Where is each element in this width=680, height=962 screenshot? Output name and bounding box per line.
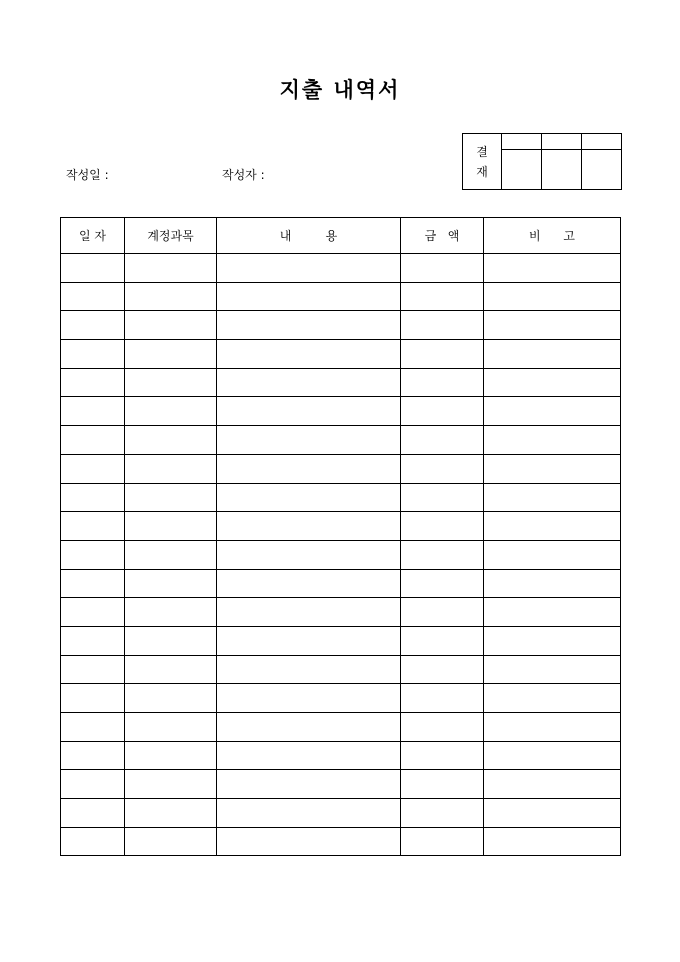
cell-remarks[interactable] [484, 254, 621, 283]
header-description: 내 용 [217, 218, 401, 254]
cell-account[interactable] [125, 569, 217, 598]
cell-amount[interactable] [401, 827, 484, 856]
cell-date[interactable] [61, 483, 125, 512]
cell-description[interactable] [217, 598, 401, 627]
cell-account[interactable] [125, 483, 217, 512]
table-row [61, 770, 621, 799]
header-remarks: 비 고 [484, 218, 621, 254]
cell-date[interactable] [61, 368, 125, 397]
cell-description[interactable] [217, 397, 401, 426]
cell-account[interactable] [125, 741, 217, 770]
cell-remarks[interactable] [484, 512, 621, 541]
table-row [61, 827, 621, 856]
cell-account[interactable] [125, 626, 217, 655]
cell-amount[interactable] [401, 311, 484, 340]
cell-remarks[interactable] [484, 626, 621, 655]
cell-description[interactable] [217, 540, 401, 569]
cell-remarks[interactable] [484, 655, 621, 684]
table-row [61, 626, 621, 655]
cell-date[interactable] [61, 713, 125, 742]
cell-remarks[interactable] [484, 540, 621, 569]
cell-amount[interactable] [401, 770, 484, 799]
cell-description[interactable] [217, 713, 401, 742]
cell-amount[interactable] [401, 483, 484, 512]
cell-amount[interactable] [401, 655, 484, 684]
cell-account[interactable] [125, 454, 217, 483]
cell-date[interactable] [61, 770, 125, 799]
cell-amount[interactable] [401, 713, 484, 742]
cell-description[interactable] [217, 254, 401, 283]
cell-account[interactable] [125, 598, 217, 627]
cell-date[interactable] [61, 540, 125, 569]
cell-date[interactable] [61, 397, 125, 426]
cell-amount[interactable] [401, 626, 484, 655]
cell-account[interactable] [125, 827, 217, 856]
cell-description[interactable] [217, 311, 401, 340]
cell-amount[interactable] [401, 368, 484, 397]
cell-amount[interactable] [401, 540, 484, 569]
cell-remarks[interactable] [484, 741, 621, 770]
cell-account[interactable] [125, 512, 217, 541]
cell-date[interactable] [61, 655, 125, 684]
table-body [61, 254, 621, 856]
cell-amount[interactable] [401, 426, 484, 455]
approval-label [463, 134, 502, 190]
cell-description[interactable] [217, 827, 401, 856]
cell-remarks[interactable] [484, 426, 621, 455]
cell-account[interactable] [125, 311, 217, 340]
cell-remarks[interactable] [484, 311, 621, 340]
cell-account[interactable] [125, 799, 217, 828]
cell-amount[interactable] [401, 569, 484, 598]
approval-box [462, 133, 622, 190]
cell-amount[interactable] [401, 254, 484, 283]
cell-account[interactable] [125, 340, 217, 369]
cell-account[interactable] [125, 397, 217, 426]
cell-date[interactable] [61, 340, 125, 369]
table-row [61, 713, 621, 742]
cell-remarks[interactable] [484, 827, 621, 856]
cell-account[interactable] [125, 426, 217, 455]
cell-remarks[interactable] [484, 368, 621, 397]
cell-remarks[interactable] [484, 770, 621, 799]
approval-title-cell[interactable] [542, 134, 582, 150]
cell-account[interactable] [125, 254, 217, 283]
cell-account[interactable] [125, 282, 217, 311]
cell-date[interactable] [61, 282, 125, 311]
cell-description[interactable] [217, 770, 401, 799]
table-row [61, 655, 621, 684]
cell-description[interactable] [217, 483, 401, 512]
table-row [61, 311, 621, 340]
cell-remarks[interactable] [484, 340, 621, 369]
table-row [61, 368, 621, 397]
cell-remarks[interactable] [484, 282, 621, 311]
cell-description[interactable] [217, 282, 401, 311]
expense-table [60, 217, 621, 856]
table-row [61, 799, 621, 828]
cell-date[interactable] [61, 799, 125, 828]
cell-description[interactable] [217, 368, 401, 397]
table-header-row [61, 218, 621, 254]
cell-account[interactable] [125, 540, 217, 569]
cell-remarks[interactable] [484, 483, 621, 512]
cell-description[interactable] [217, 569, 401, 598]
cell-date[interactable] [61, 311, 125, 340]
cell-amount[interactable] [401, 454, 484, 483]
cell-remarks[interactable] [484, 397, 621, 426]
cell-account[interactable] [125, 713, 217, 742]
header-date: 일 자 [61, 218, 125, 254]
cell-date[interactable] [61, 569, 125, 598]
cell-date[interactable] [61, 741, 125, 770]
cell-remarks[interactable] [484, 799, 621, 828]
table-row [61, 454, 621, 483]
cell-amount[interactable] [401, 684, 484, 713]
author-label: 작성자 : [222, 168, 265, 182]
cell-amount[interactable] [401, 397, 484, 426]
cell-description[interactable] [217, 741, 401, 770]
cell-description[interactable] [217, 626, 401, 655]
cell-description[interactable] [217, 512, 401, 541]
cell-remarks[interactable] [484, 569, 621, 598]
cell-date[interactable] [61, 512, 125, 541]
approval-sign-cell[interactable] [502, 150, 542, 190]
table-row [61, 741, 621, 770]
approval-label-top: 결 [476, 144, 488, 159]
table-row [61, 598, 621, 627]
cell-description[interactable] [217, 684, 401, 713]
table-row [61, 569, 621, 598]
cell-amount[interactable] [401, 340, 484, 369]
table-row [61, 512, 621, 541]
cell-amount[interactable] [401, 799, 484, 828]
table-row [61, 397, 621, 426]
cell-amount[interactable] [401, 282, 484, 311]
document-title: 지출 내역서 [279, 77, 401, 102]
cell-description[interactable] [217, 340, 401, 369]
cell-date[interactable] [61, 598, 125, 627]
cell-amount[interactable] [401, 598, 484, 627]
cell-date[interactable] [61, 684, 125, 713]
approval-title-cell[interactable] [582, 134, 622, 150]
cell-date[interactable] [61, 426, 125, 455]
cell-amount[interactable] [401, 741, 484, 770]
table-row [61, 340, 621, 369]
cell-date[interactable] [61, 454, 125, 483]
approval-title-cell[interactable] [502, 134, 542, 150]
cell-amount[interactable] [401, 512, 484, 541]
cell-account[interactable] [125, 368, 217, 397]
cell-description[interactable] [217, 799, 401, 828]
cell-account[interactable] [125, 684, 217, 713]
table-row [61, 483, 621, 512]
cell-remarks[interactable] [484, 713, 621, 742]
cell-description[interactable] [217, 426, 401, 455]
header-amount: 금 액 [401, 218, 484, 254]
cell-description[interactable] [217, 655, 401, 684]
header-account: 계정과목 [125, 218, 217, 254]
cell-date[interactable] [61, 254, 125, 283]
approval-sign-cell[interactable] [582, 150, 622, 190]
cell-description[interactable] [217, 454, 401, 483]
table-row [61, 282, 621, 311]
cell-remarks[interactable] [484, 684, 621, 713]
approval-sign-cell[interactable] [542, 150, 582, 190]
cell-account[interactable] [125, 770, 217, 799]
table-row [61, 254, 621, 283]
date-label: 작성일 : [66, 168, 109, 182]
table-row [61, 684, 621, 713]
cell-date[interactable] [61, 626, 125, 655]
table-row [61, 540, 621, 569]
cell-remarks[interactable] [484, 598, 621, 627]
cell-date[interactable] [61, 827, 125, 856]
cell-account[interactable] [125, 655, 217, 684]
approval-label-bottom: 재 [476, 164, 488, 179]
cell-remarks[interactable] [484, 454, 621, 483]
table-row [61, 426, 621, 455]
